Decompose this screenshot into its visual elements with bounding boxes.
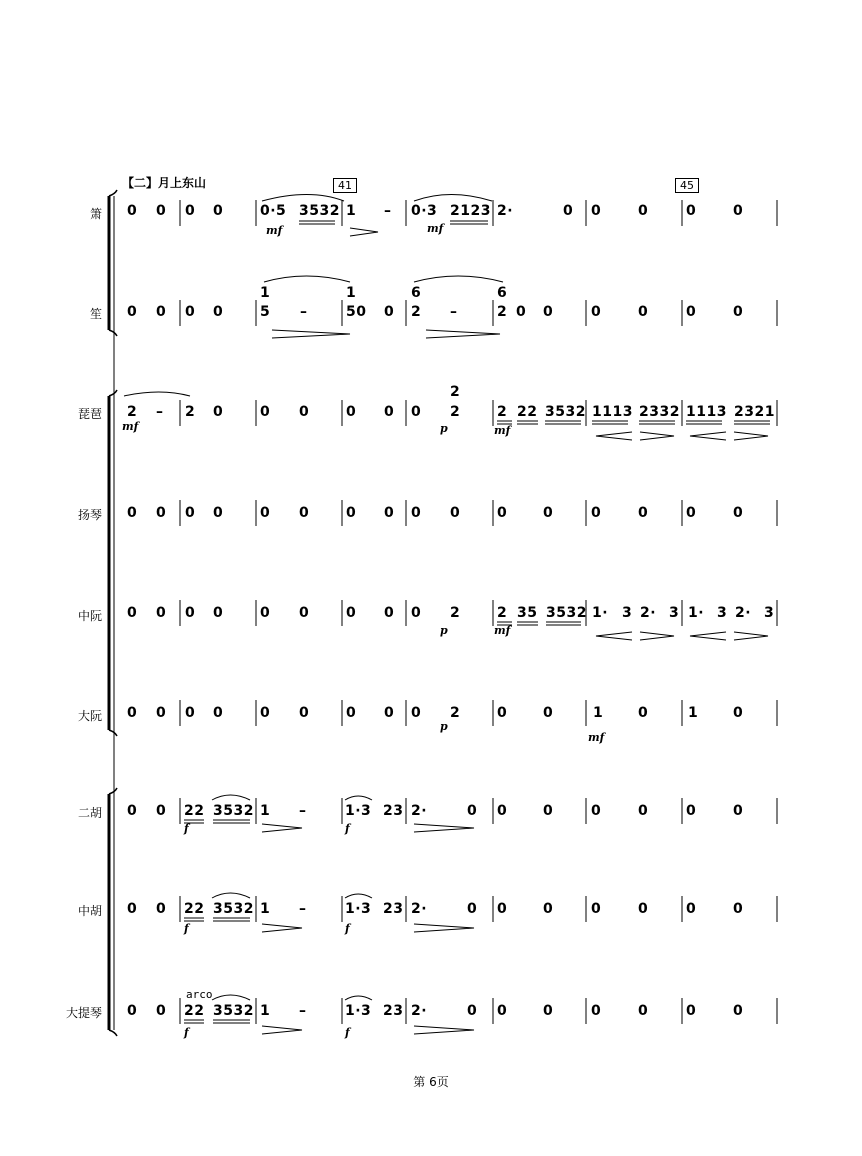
slur [414,195,492,202]
rehearsal-mark-45: 45 [675,178,699,193]
instrument-pipa: 琵琶 [77,407,102,421]
note: 0 [346,705,357,721]
hairpin [262,1026,302,1034]
note: – [299,901,307,917]
hairpin [596,632,632,640]
note: 2· [411,803,428,819]
dynamic-mark: p [440,720,448,733]
note: 0 [591,901,602,917]
bracket-hook [109,390,117,396]
instrument-sheng: 笙 [89,307,102,321]
dynamic-mark: f [184,922,189,935]
note: 1 [260,803,271,819]
dynamic-mark: f [184,1026,189,1039]
note: 0 [185,203,196,219]
instrument-zhongruan: 中阮 [77,609,102,623]
note: 0 [299,404,310,420]
note: 22 [184,803,205,819]
note: 0 [127,505,138,521]
note: 0 [299,505,310,521]
note: 0 [497,901,508,917]
note: 2· [497,203,514,219]
note: 0 [346,505,357,521]
note: 2 [497,304,508,320]
note: 3532 [213,901,254,917]
bracket-hook [109,1030,117,1036]
note: 0 [638,505,649,521]
note: 22 [184,1003,205,1019]
note: 3 [717,605,728,621]
note: 0 [733,304,744,320]
note: 0 [733,203,744,219]
slur [212,995,250,1000]
note: 0 [346,404,357,420]
hairpin [734,632,768,640]
note: 6 [411,285,422,301]
note: 0 [638,304,649,320]
slur [264,276,350,282]
note: 0 [185,705,196,721]
note: 0 [686,304,697,320]
note: 50 [346,304,367,320]
note: 0 [260,404,271,420]
note: 0 [213,705,224,721]
note: 0 [411,505,422,521]
note: 2 [450,705,461,721]
note: 0 [686,1003,697,1019]
note: 0 [260,705,271,721]
note: 2· [640,605,657,621]
note: 2 [450,605,461,621]
note: 1 [346,285,357,301]
hairpin [640,432,674,440]
note: 0 [260,605,271,621]
note: 0 [156,203,167,219]
note: 0 [411,404,422,420]
note: 2 [127,404,138,420]
note: 2 [450,384,461,400]
note: 0 [384,404,395,420]
slur [124,392,190,396]
note: 0 [127,803,138,819]
note: 0 [638,901,649,917]
note: 0 [127,901,138,917]
note: 0 [185,605,196,621]
note: – [300,304,308,320]
note: 1· [688,605,705,621]
instrument-daruan: 大阮 [77,709,102,723]
note: 0 [127,705,138,721]
note: 35 [517,605,538,621]
technique-mark: arco [186,988,213,1001]
note: 1113 [686,404,727,420]
bracket-hook [109,788,117,794]
hairpin [350,228,378,236]
note: – [299,1003,307,1019]
note: 1 [688,705,699,721]
hairpin [272,330,350,338]
instrument-xiao: 箫 [89,207,102,221]
note: 0 [260,505,271,521]
dynamic-mark: p [440,422,448,435]
note: 0 [156,803,167,819]
hairpin [262,924,302,932]
note: 0 [185,505,196,521]
slur [345,894,372,898]
note: 0 [591,1003,602,1019]
note: 0 [346,605,357,621]
bracket-hook [109,730,117,736]
instrument-datiqin: 大提琴 [65,1006,102,1020]
note: – [156,404,164,420]
note: 0 [384,505,395,521]
note: 0 [467,1003,478,1019]
note: 0 [127,203,138,219]
note: 0 [213,203,224,219]
dynamic-mark: mf [427,222,444,235]
note: 0 [127,605,138,621]
hairpin [414,824,474,832]
slur [345,996,372,1000]
note: 0 [543,803,554,819]
note: 0 [638,705,649,721]
note: 0 [127,304,138,320]
note: 0 [467,901,478,917]
note: 0 [497,1003,508,1019]
dynamic-mark: mf [494,624,511,637]
note: 0 [467,803,478,819]
note: 0 [733,803,744,819]
slur [262,195,344,202]
note: 0 [156,901,167,917]
note: 2 [497,605,508,621]
hairpin [262,824,302,832]
slur [414,276,503,282]
note: 0 [411,605,422,621]
note: 0 [543,705,554,721]
slur [212,893,250,898]
note: 0 [543,901,554,917]
note: 0 [127,1003,138,1019]
note: 0 [591,203,602,219]
note: – [450,304,458,320]
note: 1 [593,705,604,721]
note: 0 [213,505,224,521]
rehearsal-mark-41: 41 [333,178,357,193]
note: 1·3 [345,803,372,819]
note: 0 [563,203,574,219]
note: 0 [686,203,697,219]
hairpin [414,1026,474,1034]
note: 0 [213,304,224,320]
note: 0 [591,803,602,819]
section-title: 【二】月上东山 [122,176,207,190]
note: 23 [383,1003,404,1019]
note: 0 [299,605,310,621]
note: 23 [383,803,404,819]
note: 1 [346,203,357,219]
note: 0 [497,505,508,521]
hairpin [596,432,632,440]
note: 22 [517,404,538,420]
note: 0 [543,505,554,521]
note: 2321 [734,404,775,420]
note: 0 [450,505,461,521]
note: 0 [156,505,167,521]
note: 3532 [545,404,586,420]
note: 2332 [639,404,680,420]
dynamic-mark: f [345,1026,350,1039]
page-number: 第 6页 [413,1075,449,1089]
note: 3532 [213,803,254,819]
dynamic-mark: f [345,822,350,835]
dynamic-mark: mf [494,424,511,437]
note: 1 [260,285,271,301]
note: 1 [260,901,271,917]
note: 1·3 [345,901,372,917]
note: 0 [543,1003,554,1019]
note: 0 [733,505,744,521]
note: 1113 [592,404,633,420]
dynamic-mark: p [440,624,448,637]
bracket-hook [109,330,117,336]
note: 2 [185,404,196,420]
note: 0 [591,505,602,521]
hairpin [426,330,500,338]
dynamic-mark: f [345,922,350,935]
note: 0 [384,605,395,621]
hairpin [640,632,674,640]
note: 3 [764,605,775,621]
note: 0 [299,705,310,721]
note: 2 [450,404,461,420]
note: – [384,203,392,219]
note: 3 [622,605,633,621]
note: 0 [497,803,508,819]
note: 2· [411,1003,428,1019]
note: 2· [735,605,752,621]
note: 1 [260,1003,271,1019]
note: 0 [733,1003,744,1019]
note: 0 [591,304,602,320]
slur [345,796,372,800]
hairpin [690,432,726,440]
note: 0 [686,505,697,521]
note: 0 [411,705,422,721]
note: 0 [156,605,167,621]
note: 0 [733,705,744,721]
note: 0·5 [260,203,287,219]
dynamic-mark: f [184,822,189,835]
instrument-erhu: 二胡 [77,806,102,820]
hairpin [690,632,726,640]
note: 0 [156,1003,167,1019]
note: 0 [638,203,649,219]
note: 0 [733,901,744,917]
hairpin [734,432,768,440]
note: 2 [497,404,508,420]
note: 3532 [546,605,587,621]
note: 0 [185,304,196,320]
note: 6 [497,285,508,301]
note: 3 [669,605,680,621]
note: 0 [384,304,395,320]
note: 0 [213,605,224,621]
note: 0 [686,901,697,917]
note: 1· [592,605,609,621]
note: 0 [384,705,395,721]
note: 0 [638,803,649,819]
note: 0·3 [411,203,438,219]
note: 0 [156,705,167,721]
dynamic-mark: mf [122,420,139,433]
note: 2123 [450,203,491,219]
note: 0 [497,705,508,721]
bracket-hook [109,190,117,196]
note: 23 [383,901,404,917]
dynamic-mark: mf [588,731,605,744]
note: 0 [686,803,697,819]
note: 2· [411,901,428,917]
note: 22 [184,901,205,917]
note: 3532 [299,203,340,219]
note: 2 [411,304,422,320]
note: 0 [638,1003,649,1019]
dynamic-mark: mf [266,224,283,237]
note: 0 [156,304,167,320]
instrument-zhonghu: 中胡 [77,904,102,918]
hairpin [414,924,474,932]
slur [212,795,250,800]
note: 0 [213,404,224,420]
note: 5 [260,304,271,320]
note: 0 [516,304,527,320]
note: – [299,803,307,819]
note: 3532 [213,1003,254,1019]
note: 1·3 [345,1003,372,1019]
note: 0 [543,304,554,320]
instrument-yangqin: 扬琴 [77,508,102,522]
